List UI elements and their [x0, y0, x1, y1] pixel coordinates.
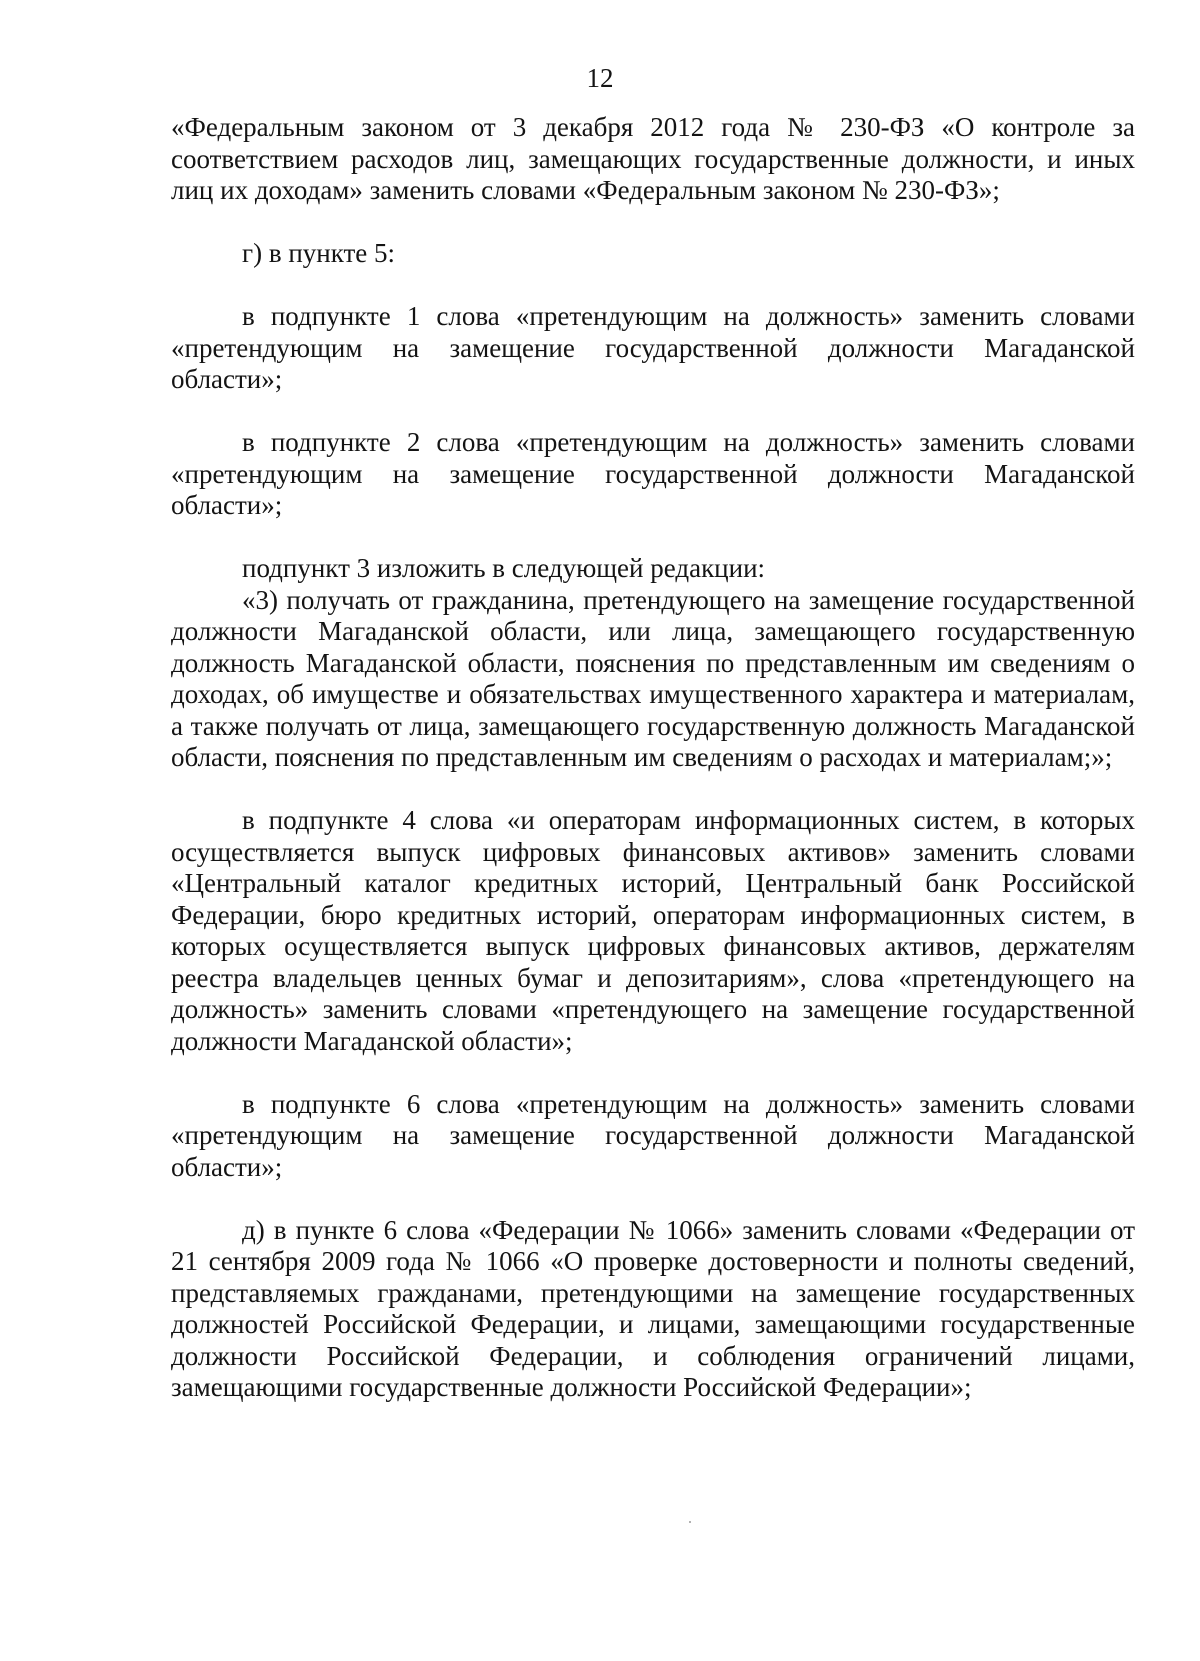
paragraph-continuation: «Федеральным законом от 3 декабря 2012 года № 230-ФЗ «О контроле за соответствием расходов лиц, замещающих государственные должности, и иных лиц их доходам» заменить словами «Федеральным законом № 230-ФЗ»;	[171, 112, 1135, 205]
paragraph-subitem-1: в подпункте 1 слова «претендующим на должность» заменить словами «претендующим на замещение государственной должности Магаданской области»;	[171, 301, 1135, 394]
scan-speck	[689, 1521, 691, 1523]
paragraph-subitem-6: в подпункте 6 слова «претендующим на должность» заменить словами «претендующим на замещение государственной должности Магаданской области»;	[171, 1088, 1135, 1182]
page-number: 12	[586, 63, 614, 93]
document-body	[171, 112, 1135, 1404]
paragraph-subitem-2: в подпункте 2 слова «претендующим на должность» заменить словами «претендующим на замещение государственной должности Магаданской области»;	[171, 427, 1135, 520]
paragraph-subitem-3-text: «3) получать от гражданина, претендующего на замещение государственной должности Магаданской области, или лица, замещающего государственную должность Магаданской области, пояснения по представленным им сведениям о доходах, об имуществе и обязательствах имущественного характера и материалам, а также получать от лица, замещающего государственную должность Магаданской области, пояснения по представленным им сведениям о расходах и материалам;»;	[171, 584, 1135, 772]
paragraph-item-d: д) в пункте 6 слова «Федерации № 1066» заменить словами «Федерации от 21 сентября 2009 года № 1066 «О проверке достоверности и полноты сведений, представляемых гражданами, претендующими на замещение государственных должностей Российской Федерации, и лицами, замещающими государственные должности Российской Федерации, и соблюдения ограничений лицами, замещающими государственные должности Российской Федерации»;	[171, 1214, 1135, 1402]
paragraph-item-g: г) в пункте 5:	[242, 238, 396, 268]
paragraph-subitem-3-intro: подпункт 3 изложить в следующей редакции:	[242, 553, 766, 583]
paragraph-subitem-4: в подпункте 4 слова «и операторам информационных систем, в которых осуществляется выпуск цифровых финансовых активов» заменить словами «Центральный каталог кредитных историй, Центральный банк Российской Федерации, бюро кредитных историй, операторам информационных систем, в которых осуществляется выпуск цифровых финансовых активов, держателям реестра владельцев ценных бумаг и депозитариям», слова «претендующего на должность» заменить словами «претендующего на замещение государственной должности Магаданской области»;	[171, 805, 1135, 1056]
